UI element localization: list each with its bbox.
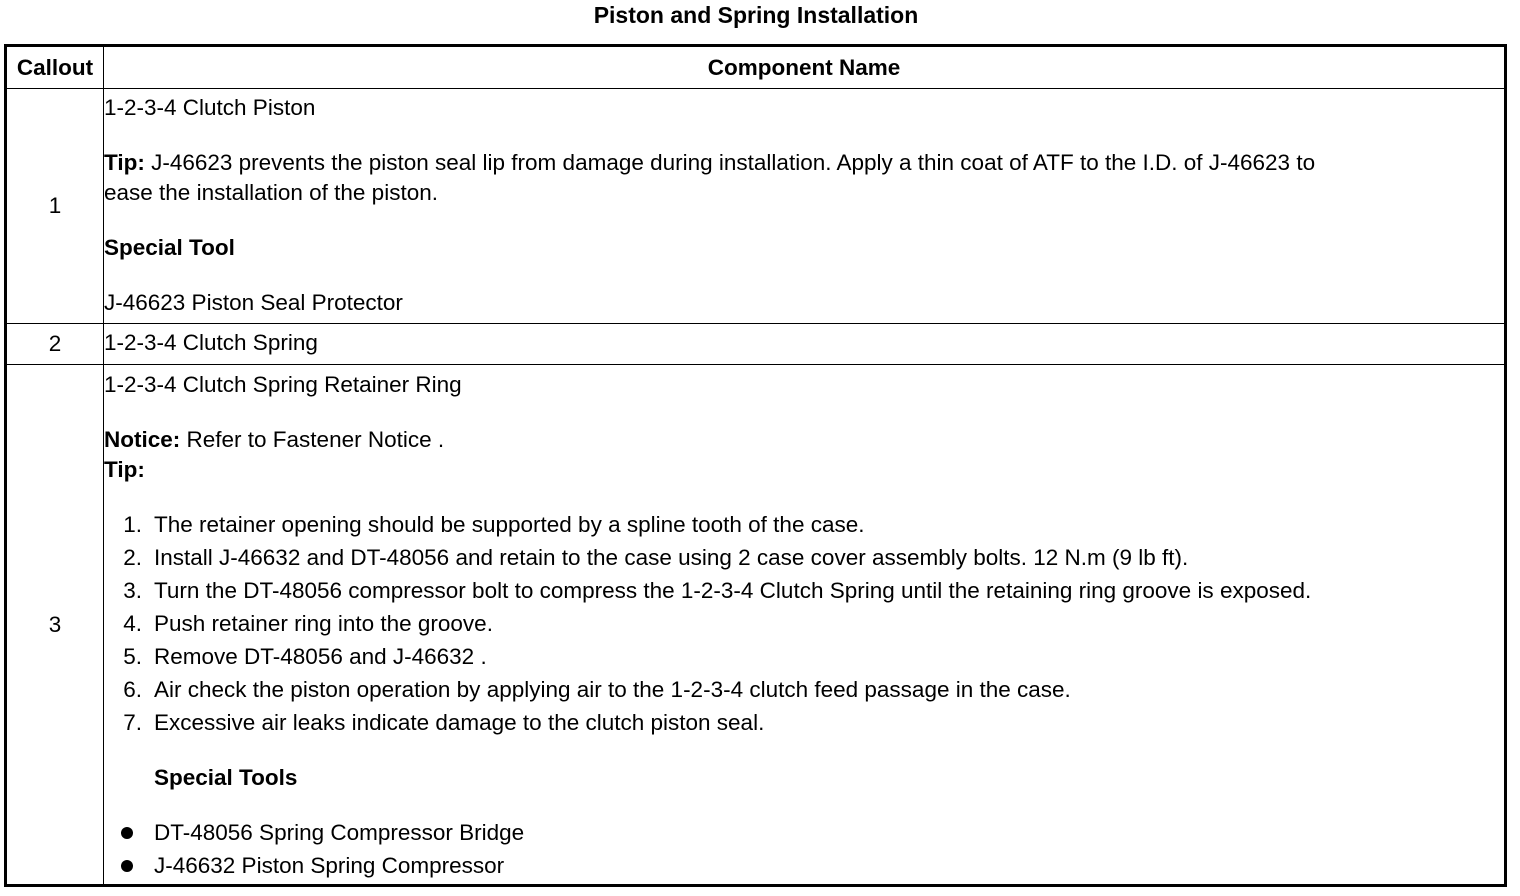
notice-line bbox=[104, 427, 444, 453]
column-header-component-name: Component Name bbox=[104, 46, 1506, 89]
step-text: Excessive air leaks indicate damage to the clutch piston seal. bbox=[154, 710, 765, 735]
step-text: Turn the DT-48056 compressor bolt to compress the 1-2-3-4 Clutch Spring until the retaining ring groove is exposed. bbox=[154, 578, 1312, 603]
callout-table bbox=[4, 44, 1507, 887]
table-row bbox=[6, 365, 1506, 886]
table-header-row bbox=[6, 46, 1506, 89]
tip-text: J-46623 prevents the piston seal lip from damage during installation. Apply a thin coat of ATF to the I.D. of J-46623 to bbox=[144, 150, 1316, 175]
tip-text-continued: ease the installation of the piston. bbox=[104, 180, 438, 205]
tip-line bbox=[104, 150, 1315, 176]
component-cell bbox=[104, 365, 1506, 886]
component-name: 1-2-3-4 Clutch Spring Retainer Ring bbox=[104, 372, 462, 397]
tip-label: Tip: bbox=[104, 150, 145, 175]
step-text: Air check the piston operation by applying air to the 1-2-3-4 clutch feed passage in the case. bbox=[154, 677, 1071, 702]
special-tool-heading: Special Tool bbox=[104, 235, 235, 260]
step-number: 6. bbox=[123, 677, 142, 702]
callout-number: 3 bbox=[6, 365, 104, 886]
table-row bbox=[6, 324, 1506, 365]
step-number: 7. bbox=[123, 710, 142, 735]
component-cell bbox=[104, 89, 1506, 324]
column-header-callout: Callout bbox=[6, 46, 104, 89]
step-number: 3. bbox=[123, 578, 142, 603]
step-text: Install J-46632 and DT-48056 and retain to the case using 2 case cover assembly bolts. 12 N.m (9 lb ft). bbox=[154, 545, 1189, 570]
notice-text: Refer to Fastener Notice . bbox=[180, 427, 445, 452]
page-title: Piston and Spring Installation bbox=[593, 2, 919, 28]
bullet-icon bbox=[121, 860, 133, 872]
step-number: 4. bbox=[123, 611, 142, 636]
step-text: Remove DT-48056 and J-46632 . bbox=[154, 644, 487, 669]
notice-label: Notice: bbox=[104, 427, 181, 452]
tip-label: Tip: bbox=[104, 457, 145, 482]
special-tool-item: J-46623 Piston Seal Protector bbox=[104, 290, 403, 315]
step-number: 5. bbox=[123, 644, 142, 669]
special-tools-heading: Special Tools bbox=[154, 765, 298, 790]
step-text: Push retainer ring into the groove. bbox=[154, 611, 493, 636]
callout-number: 2 bbox=[6, 324, 104, 365]
bullet-icon bbox=[121, 827, 133, 839]
step-number: 2. bbox=[123, 545, 142, 570]
callout-number: 1 bbox=[6, 89, 104, 324]
component-name: 1-2-3-4 Clutch Spring bbox=[104, 330, 318, 355]
component-cell bbox=[104, 324, 1506, 365]
component-name: 1-2-3-4 Clutch Piston bbox=[104, 95, 316, 120]
step-text: The retainer opening should be supported by a spline tooth of the case. bbox=[154, 512, 865, 537]
special-tool-item: J-46632 Piston Spring Compressor bbox=[154, 853, 505, 878]
table-row bbox=[6, 89, 1506, 324]
step-number: 1. bbox=[123, 512, 142, 537]
special-tool-item: DT-48056 Spring Compressor Bridge bbox=[154, 820, 525, 845]
